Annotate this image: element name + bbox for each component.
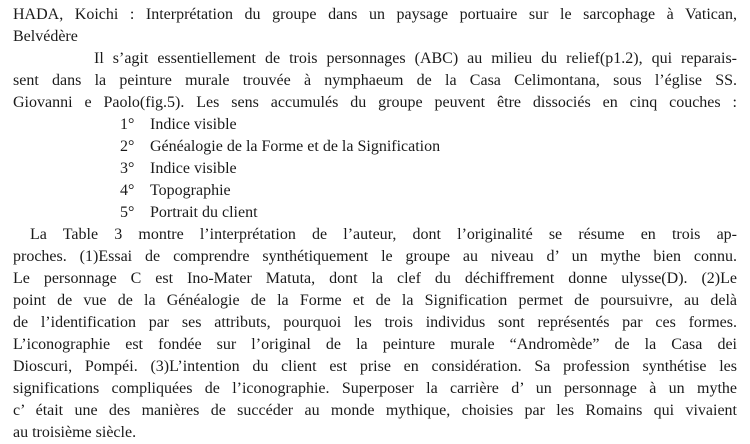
layer-item — [120, 180, 231, 202]
paragraph-1-line-2: sent dans la peinture murale trouvée à nymphaeum de la Casa Celimontana, sous l’église SS. — [13, 72, 737, 89]
layer-item — [120, 158, 237, 180]
layer-label: Topographie — [150, 182, 231, 199]
paragraph-2-line-2: proches. (1)Essai de comprendre synthétiquement le groupe au niveau d’ un mythe bien connu. — [13, 248, 737, 265]
paragraph-2-line-3: Le personnage C est Ino-Mater Matuta, dont la clef du déchiffrement donne ulysse(D). (2)Le — [13, 270, 737, 287]
layer-number: 1° — [120, 116, 135, 133]
layer-label: Indice visible — [150, 160, 237, 177]
layer-label: Portrait du client — [150, 204, 258, 221]
paragraph-1-line-3: Giovanni e Paolo(fig.5). Les sens accumulés du groupe peuvent être dissociés en cinq couches : — [13, 94, 737, 111]
paragraph-2-line-5: de l’identification par ses attributs, pourquoi les trois individus sont représentés par ces formes. — [13, 314, 737, 331]
abstract-title-line-2: Belvédère — [13, 28, 78, 45]
paragraph-2-line-8: significations compliquées de l’iconographie. Superposer la carrière d’ un personnage à un mythe — [13, 380, 737, 397]
paragraph-2-line-9: c’ était une des manières de succéder au monde mythique, choisies par les Romains qui vivaient — [13, 402, 737, 419]
layer-item — [120, 202, 258, 224]
abstract-title-line-1: HADA, Koichi : Interprétation du groupe dans un paysage portuaire sur le sarcophage à Vatican, — [13, 6, 737, 23]
layer-number: 4° — [120, 182, 135, 199]
paragraph-2-line-6: L’iconographie est fondée sur l’original de la peinture murale “Andromède” de la Casa dei — [13, 336, 737, 353]
layer-label: Indice visible — [150, 116, 237, 133]
paragraph-2-line-7: Dioscuri, Pompéi. (3)L’intention du client est prise en considération. Sa profession synthétise les — [13, 358, 737, 375]
paragraph-2-line-4: point de vue de la Généalogie de la Forme et de la Signification permet de poursuivre, au delà — [13, 292, 737, 309]
paragraph-2-line-1: La Table 3 montre l’interprétation de l’auteur, dont l’originalité se résume en trois ap- — [30, 226, 737, 243]
layer-number: 2° — [120, 138, 135, 155]
layer-number: 5° — [120, 204, 135, 221]
paragraph-1-line-1: Il s’agit essentiellement de trois personnages (ABC) au milieu du relief(p1.2), qui reparais- — [94, 50, 737, 67]
paragraph-2-line-10: au troisième siècle. — [13, 424, 137, 441]
layer-label: Généalogie de la Forme et de la Signification — [150, 138, 441, 155]
layer-number: 3° — [120, 160, 135, 177]
layer-item — [120, 136, 440, 158]
layer-item — [120, 114, 237, 136]
